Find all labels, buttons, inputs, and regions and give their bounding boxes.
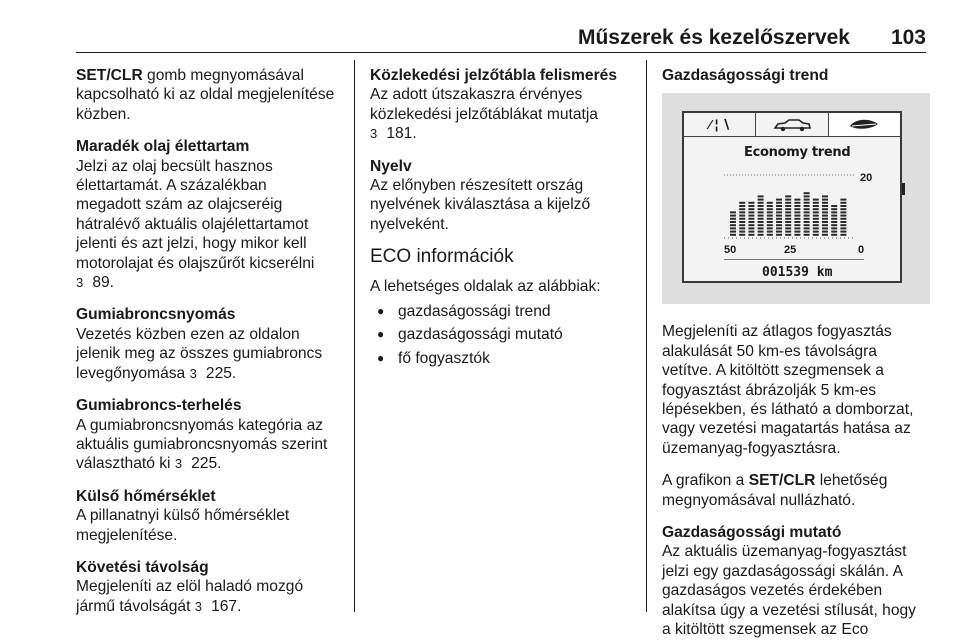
page-ref-icon: 3 [370,126,378,142]
outside-temp-section: Külső hőmérséklet A pillanatnyi külső hőmérséklet megjelenítése. [76,487,344,545]
tyre-load-section: Gumiabroncs-terhelés A gumiabroncsnyomás kategória az aktuális gumiabroncsnyomás szerint választható ki 3 225. [76,396,344,474]
tab-road-icon: ⁄ ¦ ∖ [709,117,731,133]
sign-recognition-section: Közlekedési jelzőtábla felismerés Az adott útszakaszra érvényes közlekedési jelzőtáblákat mutatja 3 181. [370,66,630,144]
intro-paragraph: SET/CLR gomb megnyomásával kapcsolható ki az oldal megjelenítése közben. [76,67,335,123]
oil-life-ref[interactable]: 89. [88,274,115,292]
trend-bar [785,196,791,236]
instrument-display [682,111,902,283]
page-title: Műszerek és kezelőszervek [577,26,850,49]
trend-bar [730,212,736,236]
trend-description: Megjeleníti az átlagos fogyasztás alakulását 50 km-es távolságra vetítve. A kitöltött szegmensek a fogyasztást ábrázolják 5 km-es lépésekben, és látható a domborzat, vagy vezetési magatartás hatása az üzemanyag-fogyasztásra. [662,323,914,457]
screen-title: Economy trend [744,145,851,161]
eco-section [370,247,630,368]
screen-separator [724,259,864,260]
page-ref-icon: 3 [189,365,197,381]
trend-bar [840,199,846,236]
sign-recognition-ref[interactable]: 181. [382,125,417,143]
page-ref-icon: 3 [76,275,84,291]
page-number: 103 [890,26,926,49]
economy-indicator-section: Gazdaságossági mutató Az aktuális üzemanyag-fogyasztást jelzi egy gazdaságossági skálán. A gazdaságos vezetés érdekében alakítsa úgy a vezetési stílusát, hogy a kitöltött szegmensek az Eco [662,523,930,639]
economy-trend-heading: Gazdaságossági trend [662,67,829,84]
oil-life-section: Maradék olaj élettartam Jelzi az olaj becsült hasznos élettartamát. A százalékban megadott szám az olajcseréig hátralévő aktuális olajélettartamot jelenti és azt jelzi, hogy mikor kell motorolajat és olajszűrőt kicserélni 3 89. [76,137,344,292]
set-clr-label: SET/CLR [748,472,816,490]
reset-paragraph: A grafikon a SET/CLR lehetőség megnyomásával nullázható. [662,472,888,509]
screen-top-value: 20 [860,172,873,185]
trend-bar [758,196,764,236]
column-divider-2 [646,60,647,612]
page-ref-icon: 3 [174,456,183,472]
trend-bar [804,193,810,237]
tyre-pressure-heading: Gumiabroncsnyomás [76,306,236,324]
eco-intro: A lehetséges oldalak az alábbiak: [370,277,601,295]
trend-bar [739,202,745,236]
oil-life-heading: Maradék olaj élettartam [76,138,250,156]
scale-mid: 25 [784,244,797,257]
following-distance-ref[interactable]: 167. [206,597,242,615]
tyre-pressure-section: Gumiabroncsnyomás Vezetés közben ezen az oldalon jelenik meg az összes gumiabroncs levegőnyomása 3 225. [76,305,344,383]
trend-bar [748,202,754,236]
tyre-pressure-ref[interactable]: 225. [201,364,237,382]
scroll-marker [902,183,905,195]
sign-recognition-heading: Közlekedési jelzőtábla felismerés [370,67,618,84]
set-clr-label: SET/CLR [76,67,143,84]
trend-bar [831,205,837,236]
header-rule [76,52,926,53]
eco-pages-list [370,302,630,368]
trend-bar [794,199,800,236]
language-heading: Nyelv [370,157,412,175]
list-item: ● gazdaságossági mutató [370,325,630,344]
trend-bar [813,199,819,236]
economy-indicator-heading: Gazdaságossági mutató [662,524,842,542]
trend-bar [776,199,782,236]
trend-bar [822,196,828,236]
list-item: ● gazdaságossági trend [370,302,630,321]
following-distance-heading: Követési távolság [76,558,209,576]
list-item: ● fő fogyasztók [370,349,630,368]
odometer: 001539 km [762,265,833,281]
economy-trend-figure [662,93,930,304]
tyre-load-heading: Gumiabroncs-terhelés [76,397,242,415]
following-distance-section: Követési távolság Megjeleníti az elöl haladó mozgó jármű távolságát 3 167. [76,558,344,616]
column-1 [76,66,344,629]
language-section: Nyelv Az előnyben részesített ország nyelvének kiválasztása a kijelző nyelveként. [370,157,630,235]
tyre-load-ref[interactable]: 225. [186,455,222,473]
page-header [76,24,926,54]
column-3 [662,66,930,642]
column-divider-1 [354,60,355,612]
outside-temp-heading: Külső hőmérséklet [76,487,216,505]
column-2 [370,66,630,372]
eco-title: ECO információk [370,246,514,268]
scale-right: 0 [858,244,865,257]
page-ref-icon: 3 [194,598,202,614]
scale-left: 50 [724,244,737,257]
trend-bar [767,202,773,236]
